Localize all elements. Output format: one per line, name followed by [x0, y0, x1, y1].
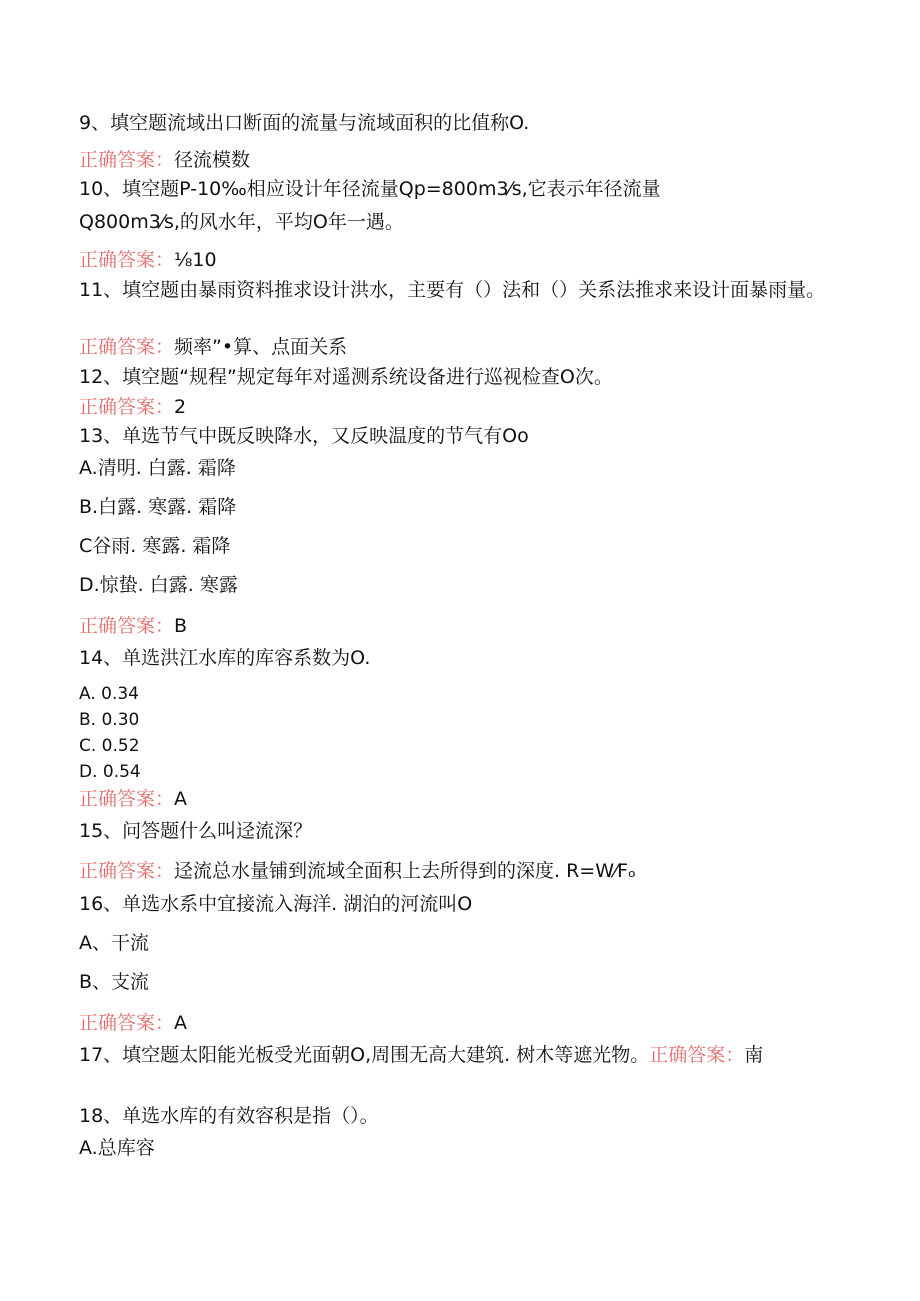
option-14-b: B. 0.30 [79, 710, 140, 730]
answer-label: 正确答案： [79, 860, 175, 882]
answer-label: 正确答案： [79, 1012, 175, 1034]
answer-10 [79, 247, 860, 273]
option-16-b: B、支流 [79, 971, 150, 993]
answer-11 [79, 334, 860, 360]
answer-13 [79, 613, 860, 639]
answer-text: 2 [174, 396, 187, 418]
answer-label: 正确答案： [649, 1044, 745, 1066]
question-11: 11、填空题由暴雨资料推求设计洪水，主要有（）法和（）关系法推求来设计面暴雨量。 [79, 279, 826, 301]
answer-text: B [174, 615, 188, 637]
answer-text: ⅛10 [174, 249, 217, 271]
option-13-c: C谷雨. 寒露. 霜降 [79, 535, 231, 557]
question-16: 16、单选水系中宜接流入海洋. 湖泊的河流叫O [79, 893, 473, 915]
question-10-cont: Q800m3⁄s,的风水年，平均O年一遇。 [79, 211, 404, 233]
question-12: 12、填空题“规程”规定每年对遥测系统设备进行巡视检查O次。 [79, 366, 613, 388]
question-14: 14、单选洪江水库的库容系数为O. [79, 647, 371, 669]
answer-text: 径流模数 [174, 149, 251, 171]
option-18-a: A.总库容 [79, 1137, 155, 1159]
answer-14 [79, 786, 860, 812]
answer-text: 频率”•算、点面关系 [174, 336, 348, 358]
option-14-c: C. 0.52 [79, 736, 140, 756]
answer-12 [79, 394, 860, 420]
answer-16 [79, 1010, 860, 1036]
question-9: 9、填空题流域出口断面的流量与流域面积的比值称O. [79, 112, 530, 134]
option-13-d: D.惊蛰. 白露. 寒露 [79, 574, 238, 596]
option-14-a: A. 0.34 [79, 684, 139, 704]
answer-text: A [174, 788, 188, 810]
question-10: 10、填空题P-10‰相应设计年径流量Qp=800m3⁄s,它表示年径流量 [79, 178, 661, 200]
answer-label: 正确答案： [79, 396, 175, 418]
answer-text: 南 [744, 1044, 764, 1066]
answer-text: 迳流总水量铺到流域全面积上去所得到的深度. R=W⁄Fₒ [174, 860, 636, 882]
question-15: 15、问答题什么叫迳流深？ [79, 820, 313, 842]
question-17: 17、填空题太阳能光板受光面朝O,周围无高大建筑. 树木等遮光物。正确答案：南 [79, 1044, 764, 1066]
answer-15 [79, 858, 860, 884]
answer-label: 正确答案： [79, 788, 175, 810]
answer-text: A [174, 1012, 188, 1034]
option-13-b: B.白露. 寒露. 霜降 [79, 496, 237, 518]
question-18: 18、单选水库的有效容积是指（）。 [79, 1105, 379, 1127]
question-13: 13、单选节气中既反映降水，又反映温度的节气有Oo [79, 425, 529, 447]
answer-9 [79, 147, 860, 173]
answer-label: 正确答案： [79, 149, 175, 171]
answer-label: 正确答案： [79, 615, 175, 637]
answer-label: 正确答案： [79, 249, 175, 271]
option-14-d: D. 0.54 [79, 762, 141, 782]
option-13-a: A.清明. 白露. 霜降 [79, 457, 236, 479]
answer-label: 正确答案： [79, 336, 175, 358]
option-16-a: A、干流 [79, 932, 149, 954]
